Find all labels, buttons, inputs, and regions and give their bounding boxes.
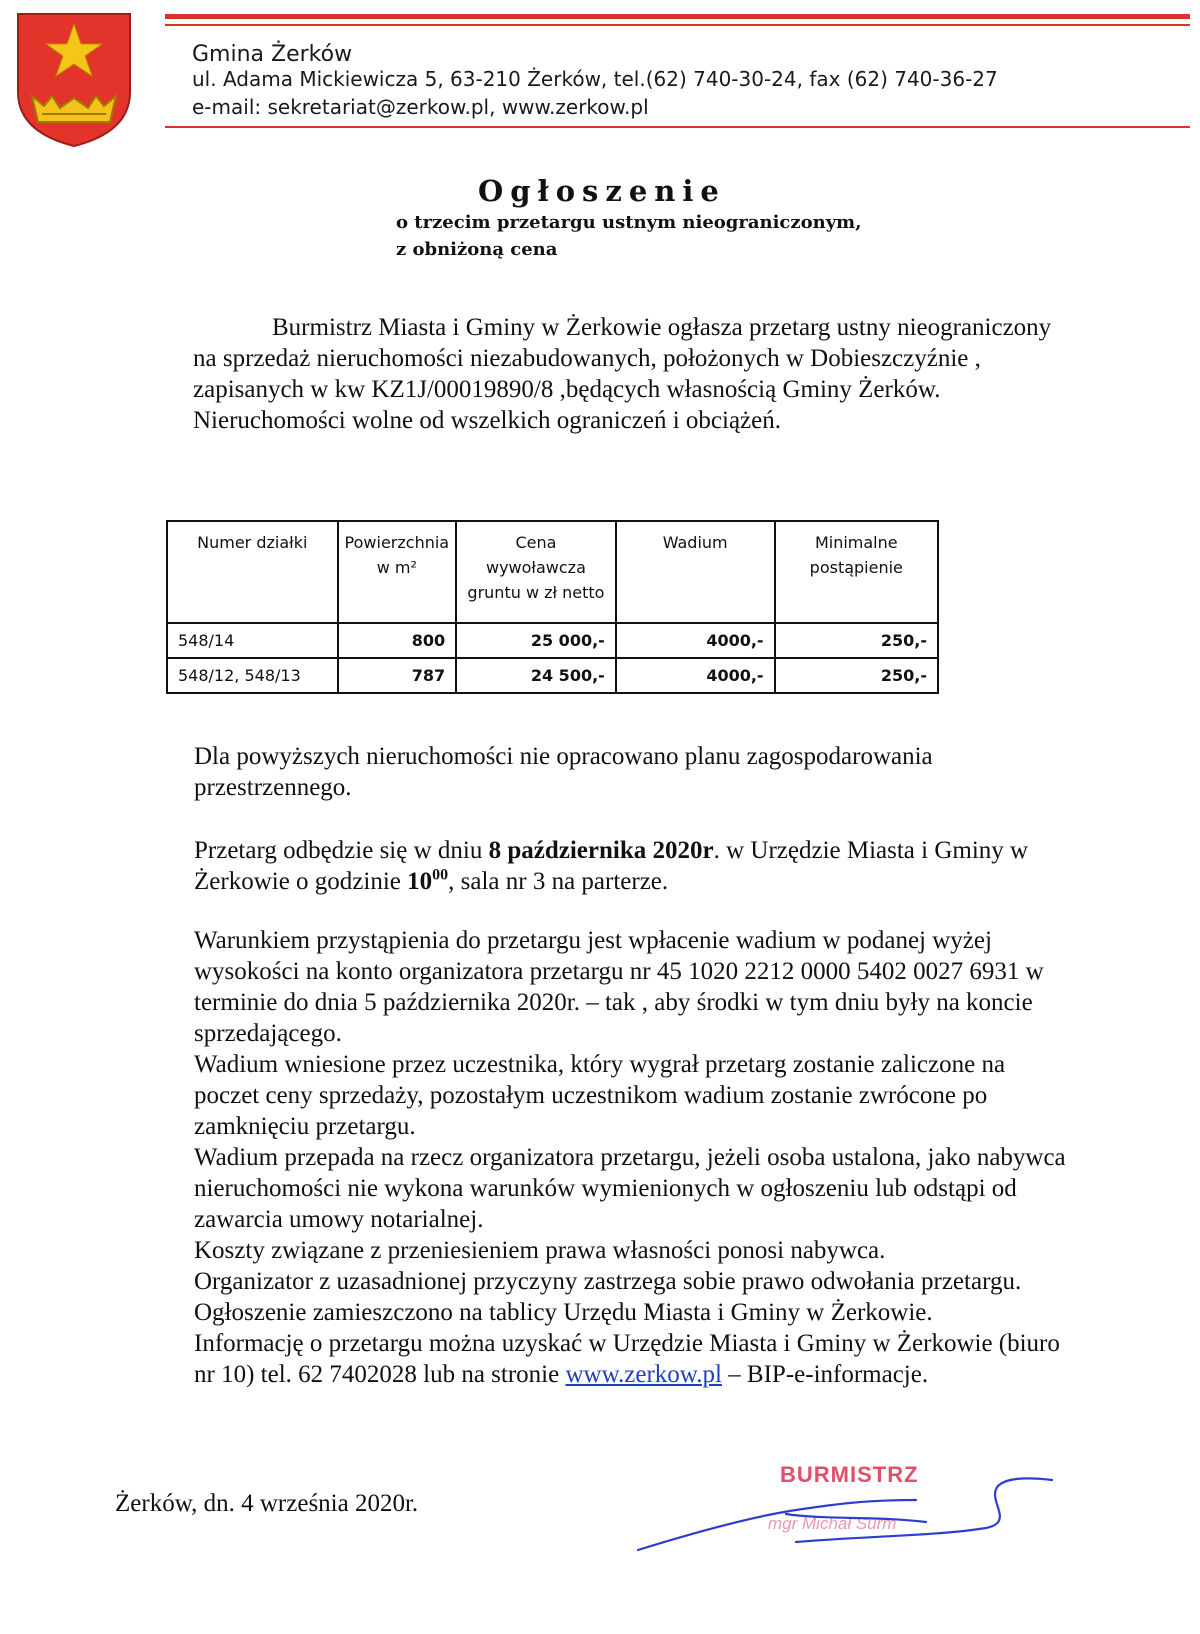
website-link[interactable]: www.zerkow.pl [565, 1361, 722, 1388]
auction-section [194, 835, 1074, 897]
header-deposit: Wadium [616, 521, 775, 623]
plan-note: Dla powyższych nieruchomości nie opracowano planu zagospodarowania przestrzennego. [194, 743, 933, 801]
header-plot-number: Numer działki [167, 521, 338, 623]
cell-price: 25 000,- [456, 623, 616, 658]
condition-publication: Ogłoszenie zamieszczono na tablicy Urzędu Miasta i Gminy w Żerkowie. [194, 1299, 933, 1326]
condition-deposit-forfeit: Wadium przepada na rzecz organizatora przetargu, jeżeli osoba ustalona, jako nabywca nieruchomości nie wykona warunków wymienionych w ogłoszeniu lub odstąpi od zawarcia umowy notarialnej. [194, 1144, 1066, 1233]
place-date: Żerków, dn. 4 września 2020r. [115, 1490, 419, 1517]
plan-note-section [194, 741, 1074, 803]
auction-hour [407, 868, 448, 895]
notice-title: Ogłoszenie [478, 174, 726, 208]
municipality-address: ul. Adama Mickiewicza 5, 63-210 Żerków, tel.(62) 740-30-24, fax (62) 740-36-27 [192, 67, 998, 91]
auction-hour-value: 10 [407, 868, 433, 895]
header-area: Powierzchnia w m² [338, 521, 457, 623]
header-rule-bottom [165, 126, 1190, 128]
municipality-contact: e-mail: sekretariat@zerkow.pl, www.zerkow.pl [192, 95, 649, 119]
auction-prefix: Przetarg odbędzie się w dniu [194, 837, 489, 864]
condition-deposit-credit: Wadium wniesione przez uczestnika, który wygrał przetarg zostanie zaliczone na poczet ceny sprzedaży, pozostałym uczestnikom wadium zostanie zwrócone po zamknięciu przetargu. [194, 1051, 1006, 1140]
condition-cancellation: Organizator z uzasadnionej przyczyny zastrzega sobie prawo odwołania przetargu. [194, 1268, 1022, 1295]
conditions-section [194, 925, 1074, 1390]
header-price: Cena wywoławcza gruntu w zł netto [456, 521, 616, 623]
cell-plot-number: 548/14 [167, 623, 338, 658]
auction-date: 8 października 2020r [488, 837, 714, 864]
condition-costs: Koszty związane z przeniesieniem prawa własności ponosi nabywca. [194, 1237, 886, 1264]
cell-area: 800 [338, 623, 457, 658]
stamp-title: BURMISTRZ [780, 1462, 919, 1487]
header-min-increment: Minimalne postąpienie [775, 521, 938, 623]
notice-subtitle-line1: o trzecim przetargu ustnym nieograniczonym, [396, 212, 862, 233]
header-rule-top [165, 14, 1190, 19]
header-rule-thin [165, 24, 1190, 26]
auction-info [194, 835, 1074, 897]
intro-section [193, 312, 1053, 436]
stamp-name: mgr Michał Surm [768, 1514, 897, 1533]
auction-minutes: 00 [432, 866, 449, 884]
notice-subtitle-line2: z obniżoną cena [396, 239, 558, 260]
intro-note: Nieruchomości wolne od wszelkich ograniczeń i obciążeń. [193, 407, 781, 434]
condition-deposit-payment: Warunkiem przystąpienia do przetargu jest wpłacenie wadium w podanej wyżej wysokości na konto organizatora przetargu nr 45 1020 2212 0000 5402 0027 6931 w terminie do dnia 5 października 2020r. – tak , aby środki w tym dniu były na koncie sprzedającego. [194, 927, 1044, 1047]
cell-deposit: 4000,- [616, 623, 775, 658]
table-row [167, 623, 938, 658]
info-suffix: – BIP-e-informacje. [721, 1361, 929, 1388]
cell-min-increment: 250,- [775, 658, 938, 693]
crest-star-crown-icon [14, 10, 134, 150]
cell-deposit: 4000,- [616, 658, 775, 693]
condition-information [194, 1328, 1074, 1390]
cell-price: 24 500,- [456, 658, 616, 693]
municipality-name: Gmina Żerków [192, 42, 353, 67]
auction-suffix: , sala nr 3 na parterze. [448, 868, 669, 895]
signature-icon [636, 1470, 1056, 1560]
intro-paragraph: Burmistrz Miasta i Gminy w Żerkowie ogłasza przetarg ustny nieograniczony na sprzedaż nieruchomości niezabudowanych, położonych w Dobieszczyźnie , zapisanych w kw KZ1J/00019890/8 ,będących własnością Gminy Żerków. [193, 314, 1052, 403]
cell-plot-number: 548/12, 548/13 [167, 658, 338, 693]
plots-table [166, 520, 939, 694]
table-row [167, 658, 938, 693]
auction-middle: . w Urzędzie Miasta i Gminy w Żerkowie o godzinie [194, 837, 1029, 895]
cell-min-increment: 250,- [775, 623, 938, 658]
info-prefix: Informację o przetargu można uzyskać w Urzędzie Miasta i Gminy w Żerkowie (biuro nr 10) tel. 62 7402028 lub na stronie [194, 1330, 1060, 1388]
table-header-row [167, 521, 938, 623]
cell-area: 787 [338, 658, 457, 693]
